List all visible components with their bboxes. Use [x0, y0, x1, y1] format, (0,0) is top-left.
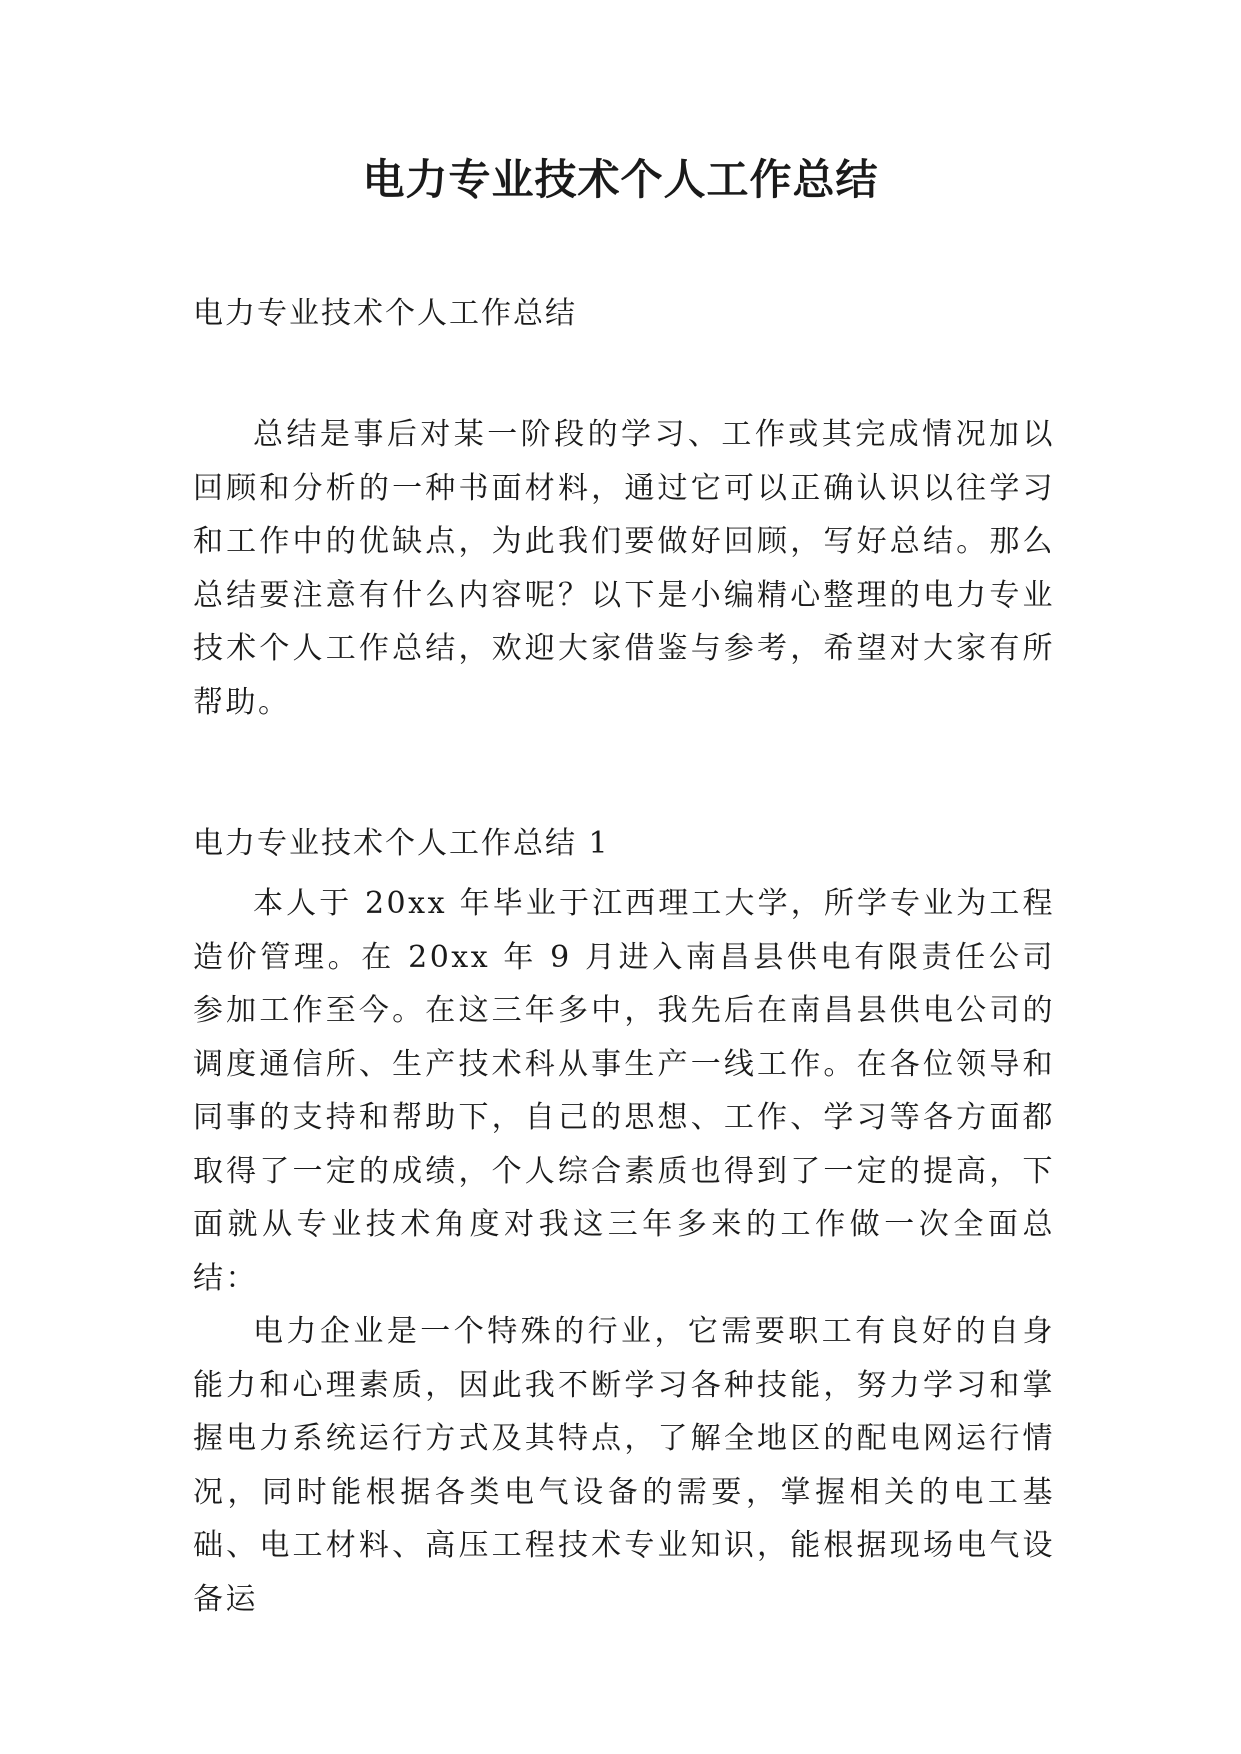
section-1-paragraph-2: 电力企业是一个特殊的行业，它需要职工有良好的自身能力和心理素质，因此我不断学习各种技能，努力学习和掌握电力系统运行方式及其特点，了解全地区的配电网运行情况，同时能根据各类电气设备的需要，掌握相关的电工基础、电工材料、高压工程技术专业知识，能根据现场电气设备运	[193, 1314, 1055, 1617]
section-1-heading: 电力专业技术个人工作总结 1	[193, 826, 610, 861]
section-1-paragraph-1: 本人于 20xx 年毕业于江西理工大学，所学专业为工程造价管理。在 20xx 年 9 月进入南昌县供电有限责任公司参加工作至今。在这三年多中，我先后在南昌县供电公司的调度通信所、生产技术科从事生产一线工作。在各位领导和同事的支持和帮助下，自己的思想、工作、学习等各方面都取得了一定的成绩，个人综合素质也得到了一定的提高，下面就从专业技术角度对我这三年多来的工作做一次全面总结：	[193, 886, 1055, 1296]
intro-paragraph: 总结是事后对某一阶段的学习、工作或其完成情况加以回顾和分析的一种书面材料，通过它可以正确认识以往学习和工作中的优缺点，为此我们要做好回顾，写好总结。那么总结要注意有什么内容呢？以下是小编精心整理的电力专业技术个人工作总结，欢迎大家借鉴与参考，希望对大家有所帮助。	[193, 417, 1055, 720]
document-title: 电力专业技术个人工作总结	[362, 155, 879, 204]
section-1-body	[193, 877, 1055, 1626]
intro-section	[193, 408, 1055, 729]
document-subtitle: 电力专业技术个人工作总结	[193, 296, 577, 331]
